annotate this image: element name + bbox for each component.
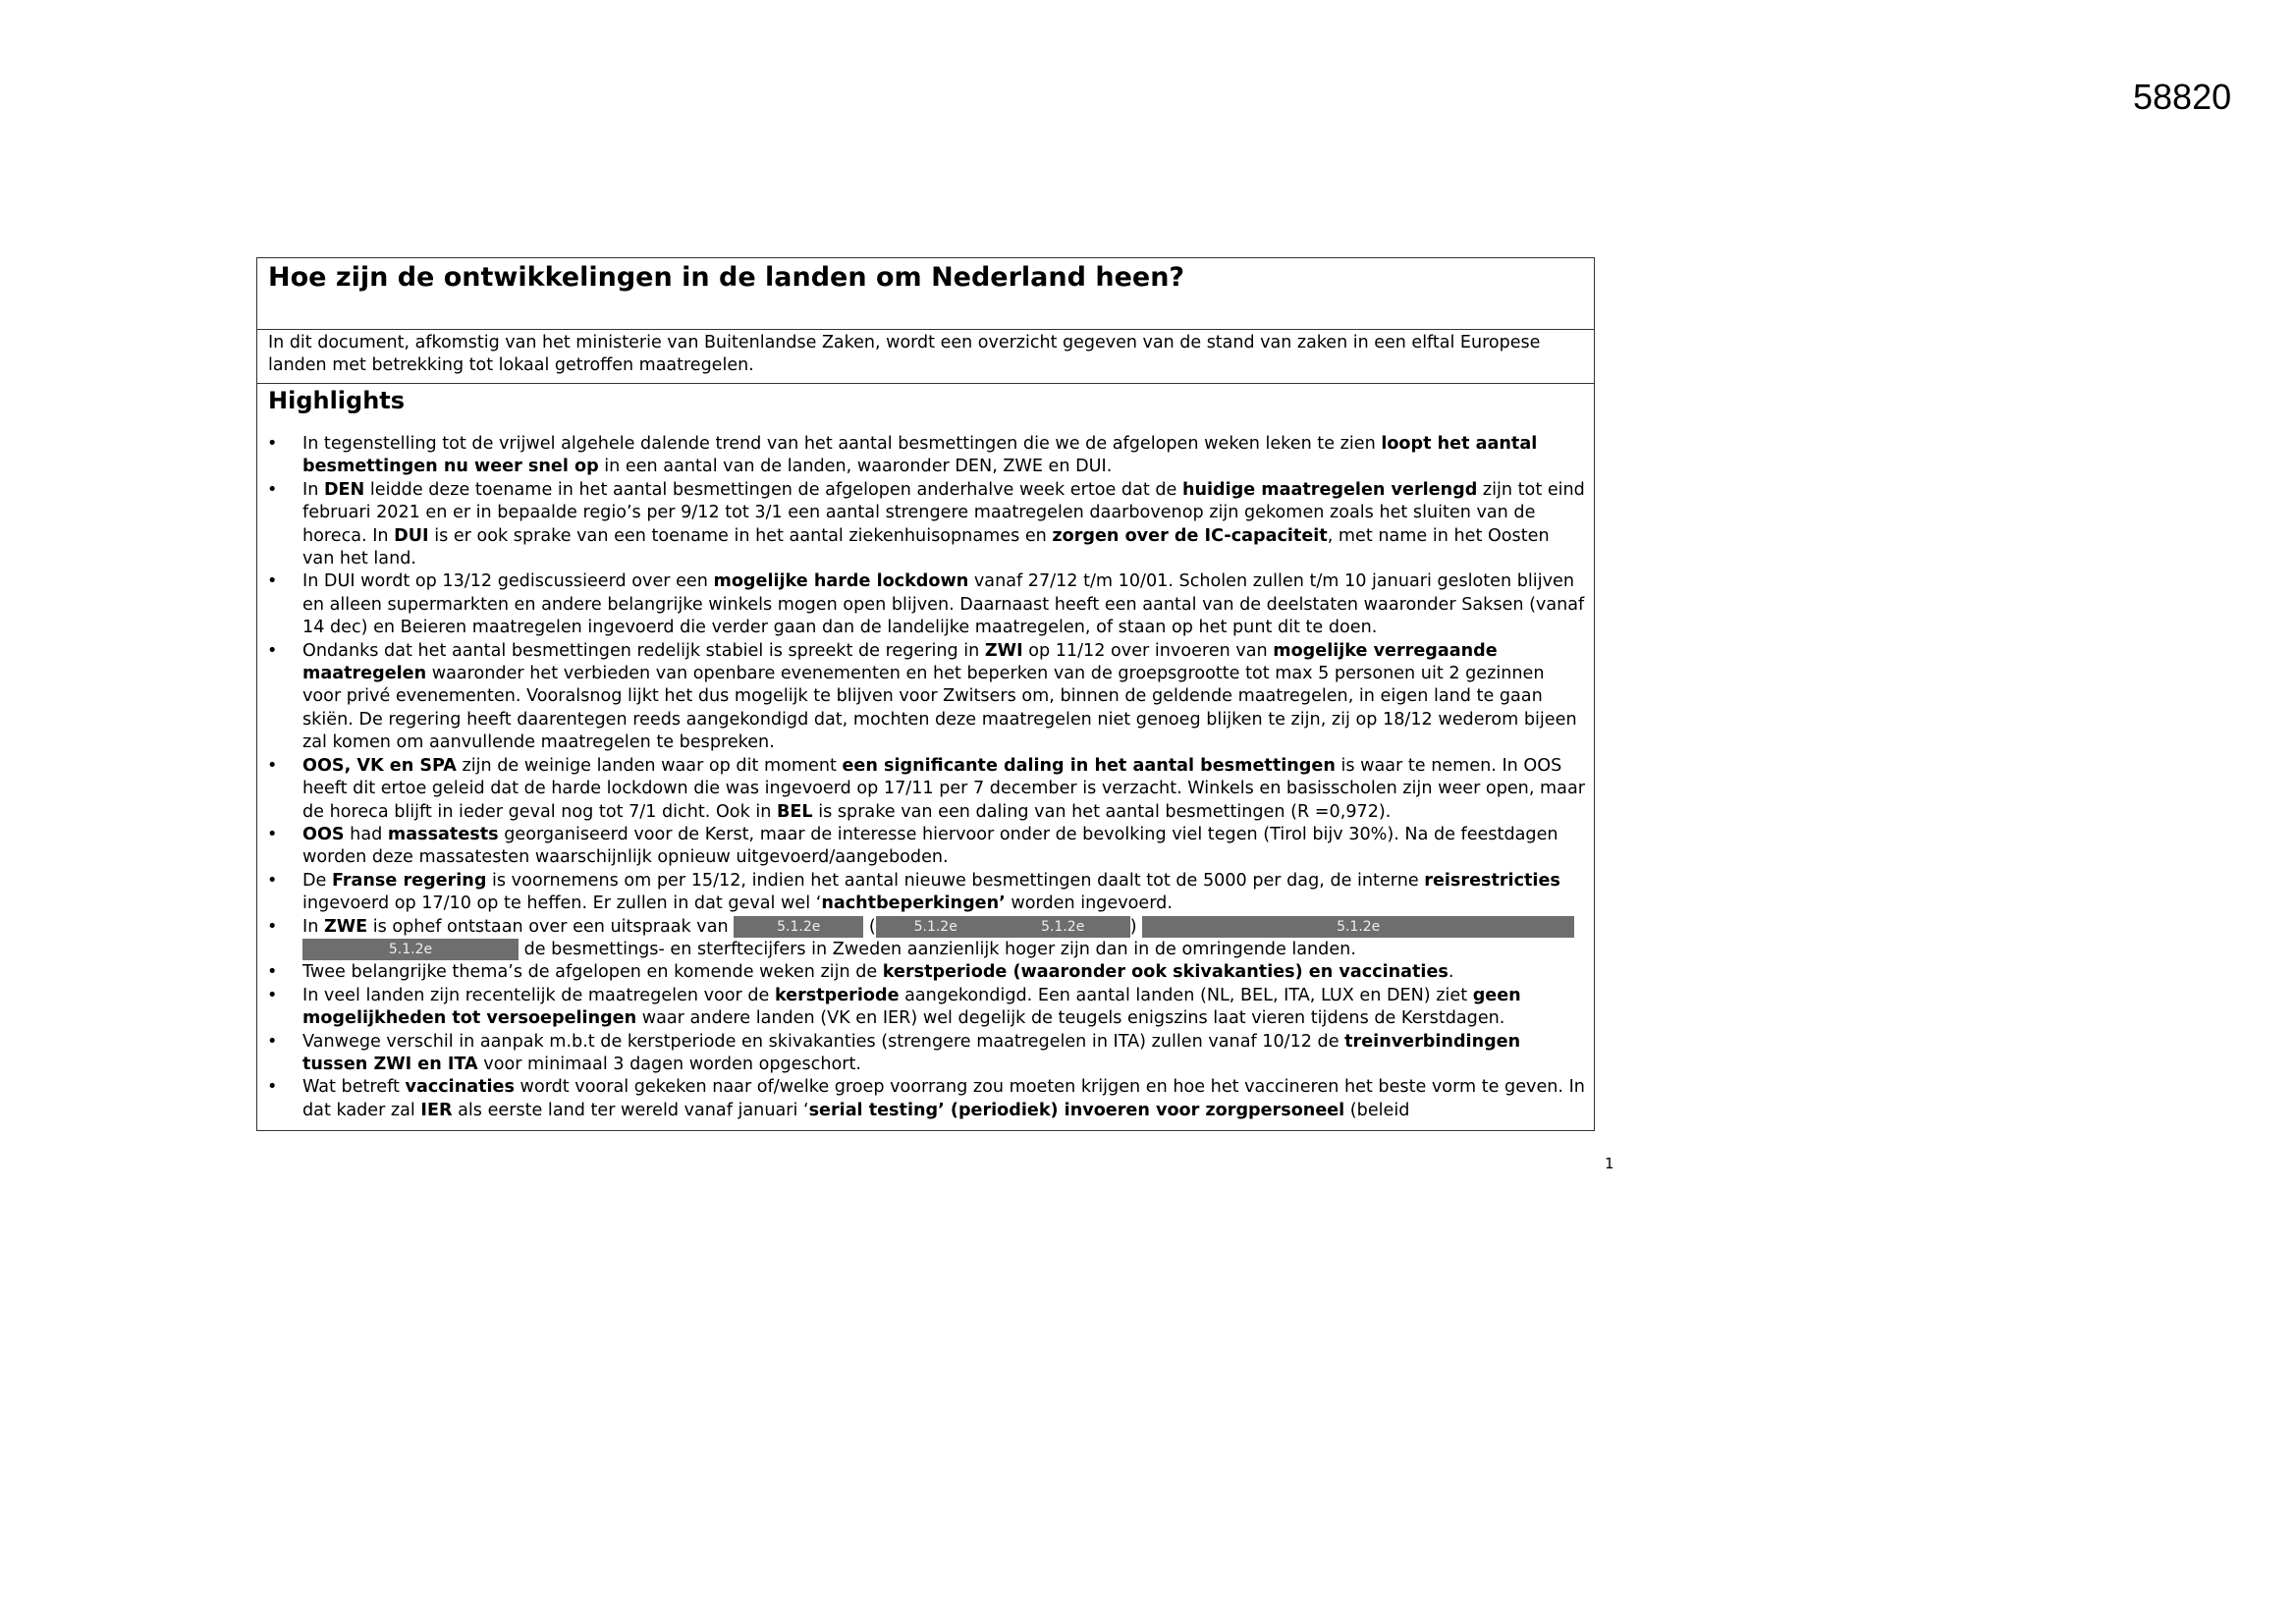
text: De [302, 870, 332, 891]
text: In veel landen zijn recentelijk de maatregelen voor de [302, 985, 775, 1005]
bullet-icon: • [267, 916, 278, 937]
highlights-list [257, 433, 1594, 1122]
list-item [257, 961, 1594, 984]
text: In DUI wordt op 13/12 gediscussieerd over een [302, 571, 714, 592]
bullet-icon: • [267, 985, 278, 1005]
title-row [257, 258, 1594, 330]
list-item [257, 640, 1594, 755]
bold-text: BEL [776, 801, 813, 822]
list-item [257, 916, 1594, 962]
text: ( [863, 916, 876, 937]
bold-text: een significante daling in het aantal besmettingen [842, 755, 1336, 776]
redaction-box: 5.1.2e [734, 916, 863, 938]
text: . [1448, 962, 1454, 983]
text: In [302, 479, 324, 500]
list-item [257, 433, 1594, 479]
bold-text: mogelijke verregaande maatregelen [302, 640, 1498, 684]
text: waar andere landen (VK en IER) wel degelijk de teugels enigszins laat vieren tijdens de Kerstdagen. [636, 1008, 1505, 1029]
text: georganiseerd voor de Kerst, maar de interesse hiervoor onder de bevolking viel tegen (Tirol bijv 30%). Na de feestdagen worden deze massatesten waarschijnlijk opnieuw uitgevoerd/aangeboden. [302, 824, 1558, 868]
highlights-table [256, 257, 1595, 1131]
list-item [257, 479, 1594, 571]
redaction-box: 5.1.2e [302, 939, 519, 960]
bullet-icon: • [267, 1031, 278, 1052]
bold-text: OOS [302, 824, 345, 844]
page-number: 1 [1605, 1155, 1614, 1172]
bold-text: ZWI [984, 640, 1023, 661]
text: is ophef ontstaan over een uitspraak van [367, 916, 735, 937]
bold-text: huidige maatregelen verlengd [1181, 479, 1478, 500]
text: (beleid [1344, 1100, 1410, 1120]
highlights-heading: Highlights [268, 387, 406, 414]
bold-text: massatests [387, 824, 499, 844]
list-item [257, 870, 1594, 916]
bold-text: nachtbeperkingen’ [821, 893, 1006, 914]
list-item [257, 824, 1594, 870]
text: leidde deze toename in het aantal besmettingen de afgelopen anderhalve week ertoe dat de [364, 479, 1182, 500]
bold-text: geen mogelijkheden tot versoepelingen [302, 985, 1521, 1029]
list-item [257, 570, 1594, 639]
page-title: Hoe zijn de ontwikkelingen in de landen om Nederland heen? [268, 262, 1185, 293]
text: In tegenstelling tot de vrijwel algehele dalende trend van het aantal besmettingen die we de afgelopen weken leken te zien [302, 434, 1382, 454]
bullet-icon: • [267, 755, 278, 776]
redaction-box: 5.1.2e [876, 916, 996, 938]
text: ingevoerd op 17/10 op te heffen. Er zullen in dat geval wel ‘ [302, 893, 822, 914]
text: wordt vooral gekeken naar of/welke groep voorrang zou moeten krijgen en hoe het vaccineren het beste vorm te geven. In dat kader zal [302, 1077, 1585, 1120]
text: is er ook sprake van een toename in het aantal ziekenhuisopnames en [428, 525, 1053, 546]
document-number: 58820 [2133, 77, 2232, 117]
text: , met name in het Oosten van het land. [302, 525, 1550, 569]
bold-text: mogelijke harde lockdown [713, 571, 969, 592]
list-item [257, 1076, 1594, 1122]
text: Twee belangrijke thema’s de afgelopen en komende weken zijn de [302, 962, 883, 983]
text: zijn tot eind februari 2021 en er in bepaalde regio’s per 9/12 tot 3/1 een aantal strengere maatregelen daarbovenop zijn gekomen zoals het sluiten van de horeca. In [302, 479, 1585, 546]
bold-text: kerstperiode (waaronder ook skivakanties) en vaccinaties [882, 962, 1449, 983]
redaction-box: 5.1.2e [996, 916, 1130, 938]
bold-text: OOS, VK en SPA [302, 755, 457, 776]
bullet-icon: • [267, 571, 278, 592]
text: als eerste land ter wereld vanaf januari ‘ [452, 1100, 809, 1120]
bullet-icon: • [267, 434, 278, 454]
bullet-icon: • [267, 962, 278, 983]
bold-text: serial testing’ (periodiek) invoeren voor zorgpersoneel [808, 1100, 1345, 1120]
bullet-icon: • [267, 870, 278, 891]
bold-text: kerstperiode [774, 985, 900, 1005]
text: aangekondigd. Een aantal landen (NL, BEL, ITA, LUX en DEN) ziet [899, 985, 1473, 1005]
bold-text: treinverbindingen tussen ZWI en ITA [302, 1031, 1521, 1074]
bold-text: ZWE [323, 916, 368, 937]
text: Vanwege verschil in aanpak m.b.t de kerstperiode en skivakanties (strengere maatregelen in ITA) zullen vanaf 10/12 de [302, 1031, 1345, 1052]
redaction-box: 5.1.2e [1142, 916, 1574, 938]
bold-text: Franse regering [331, 870, 487, 891]
text: is sprake van een daling van het aantal besmettingen (R =0,972). [812, 801, 1392, 822]
text: is voornemens om per 15/12, indien het aantal nieuwe besmettingen daalt tot de 5000 per dag, de interne [486, 870, 1425, 891]
list-item [257, 755, 1594, 824]
bold-text: DEN [323, 479, 365, 500]
text: is waar te nemen. In OOS heeft dit ertoe geleid dat de harde lockdown die was ingevoerd op 17/11 per 7 december is verzacht. Winkels en basisscholen zijn weer open, maar de horeca blijft in ieder geval nog tot 7/1 dicht. Ook in [302, 755, 1585, 822]
text: in een aantal van de landen, waaronder DEN, ZWE en DUI. [598, 457, 1113, 477]
bullet-icon: • [267, 479, 278, 500]
text: ) [1129, 916, 1143, 937]
text: waaronder het verbieden van openbare evenementen en het beperken van de groepsgrootte tot max 5 personen uit 2 gezinnen voor privé evenementen. Vooralsnog lijkt het dus mogelijk te blijven voor Zwitsers om, binnen de geldende maatregelen, in eigen land te gaan skiën. De regering heeft daarentegen reeds aangekondigd dat, mochten deze maatregelen niet genoeg blijken te zijn, zij op 18/12 wederom bijeen zal komen om aanvullende maatregelen te bespreken. [302, 664, 1577, 753]
text: op 11/12 over invoeren van [1022, 640, 1274, 661]
bullet-icon: • [267, 640, 278, 661]
list-item [257, 1031, 1594, 1077]
text: voor minimaal 3 dagen worden opgeschort. [477, 1054, 861, 1074]
text: had [344, 824, 388, 844]
bold-text: vaccinaties [405, 1077, 515, 1098]
text: worden ingevoerd. [1005, 893, 1173, 914]
bullet-icon: • [267, 824, 278, 844]
intro-paragraph: In dit document, afkomstig van het ministerie van Buitenlandse Zaken, wordt een overzicht gegeven van de stand van zaken in een elftal Europese landen met betrekking tot lokaal getroffen maatregelen. [257, 330, 1594, 384]
text: de besmettings- en sterftecijfers in Zweden aanzienlijk hoger zijn dan in de omringende landen. [519, 939, 1356, 959]
text: Wat betreft [302, 1077, 406, 1098]
text: Ondanks dat het aantal besmettingen redelijk stabiel is spreekt de regering in [302, 640, 985, 661]
bold-text: reisrestricties [1424, 870, 1560, 891]
bold-text: zorgen over de IC-capaciteit [1052, 525, 1328, 546]
text: zijn de weinige landen waar op dit moment [456, 755, 843, 776]
bold-text: DUI [394, 525, 429, 546]
list-item [257, 985, 1594, 1031]
text: In [302, 916, 324, 937]
bold-text: IER [420, 1100, 453, 1120]
text: vanaf 27/12 t/m 10/01. Scholen zullen t/m 10 januari gesloten blijven en alleen supermarkten en andere belangrijke winkels mogen open blijven. Daarnaast heeft een aantal van de deelstaten waaronder Saksen (vanaf 14 dec) en Beieren maatregelen ingevoerd die verder gaan dan de landelijke maatregelen, of staan op het punt dit te doen. [302, 571, 1585, 638]
bold-text: loopt het aantal besmettingen nu weer snel op [302, 434, 1538, 477]
bullet-icon: • [267, 1077, 278, 1098]
